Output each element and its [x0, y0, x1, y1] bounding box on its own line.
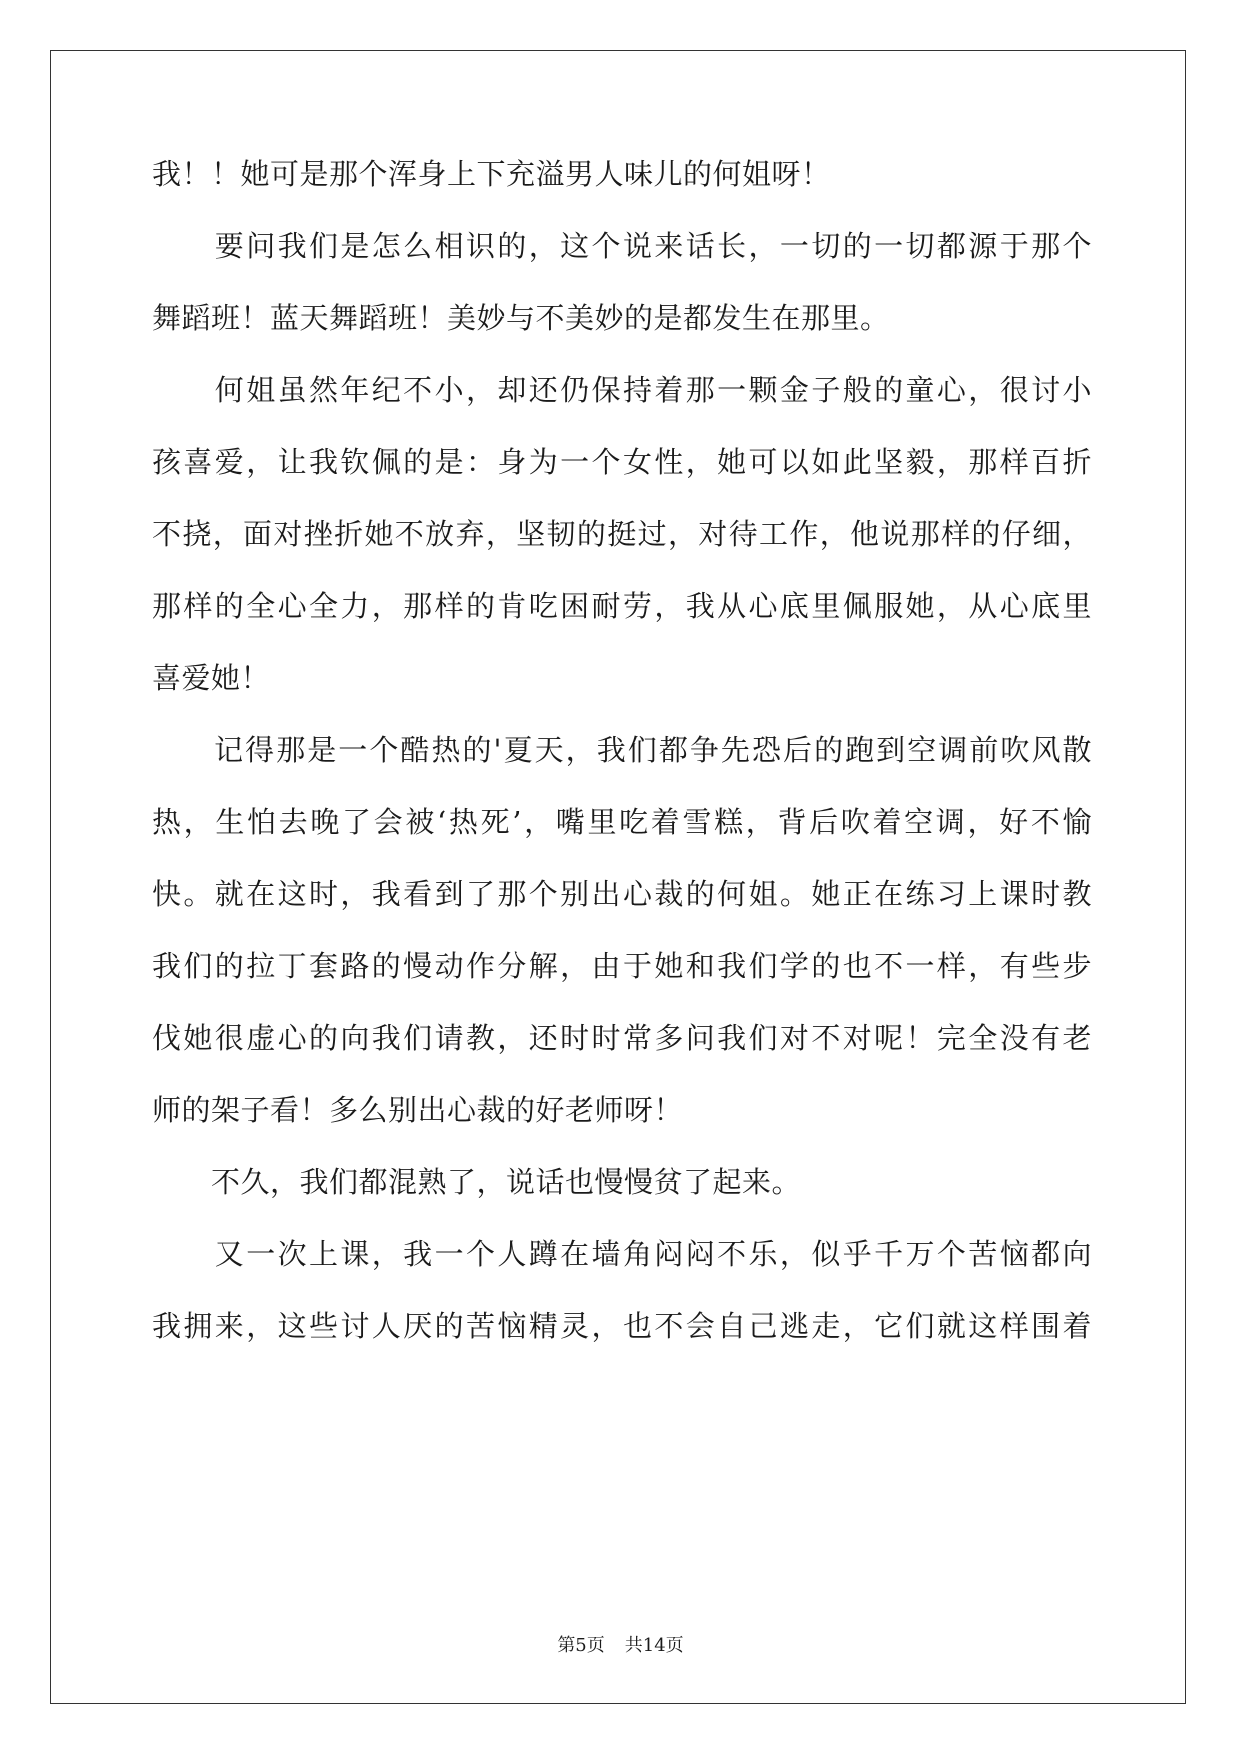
page-total: 共14页: [624, 1635, 684, 1656]
text-line: 舞蹈班！蓝天舞蹈班！美妙与不美妙的是都发生在那里。: [152, 301, 890, 335]
text-line: 孩喜爱，让我钦佩的是：身为一个女性，她可以如此坚毅，那样百折: [152, 445, 1092, 479]
text-line: 记得那是一个酷热的'夏天，我们都争先恐后的跑到空调前吹风散: [152, 733, 1092, 767]
text-line: 快。就在这时，我看到了那个别出心裁的何姐。她正在练习上课时教: [152, 877, 1092, 911]
text-line: 又一次上课，我一个人蹲在墙角闷闷不乐，似乎千万个苦恼都向: [152, 1237, 1092, 1271]
text-line: 伐她很虚心的向我们请教，还时时常多问我们对不对呢！完全没有老: [152, 1021, 1092, 1055]
text-line: 不挠，面对挫折她不放弃，坚韧的挺过，对待工作，他说那样的仔细，: [152, 517, 1092, 551]
text-line: 我拥来，这些讨人厌的苦恼精灵，也不会自己逃走，它们就这样围着: [152, 1309, 1092, 1343]
text-line: 热，生怕去晚了会被‘热死’，嘴里吃着雪糕，背后吹着空调，好不愉: [152, 805, 1092, 839]
text-line: 何姐虽然年纪不小，却还仍保持着那一颗金子般的童心，很讨小: [152, 373, 1092, 407]
text-line: 那样的全心全力，那样的肯吃困耐劳，我从心底里佩服她，从心底里: [152, 589, 1092, 623]
text-line: 要问我们是怎么相识的，这个说来话长，一切的一切都源于那个: [152, 229, 1092, 263]
text-line: 我！！她可是那个浑身上下充溢男人味儿的何姐呀！: [152, 157, 831, 191]
text-line: 师的架子看！多么别出心裁的好老师呀！: [152, 1093, 684, 1127]
page-footer: [0, 1634, 1241, 1658]
text-line: 不久，我们都混熟了，说话也慢慢贫了起来。: [152, 1165, 802, 1199]
text-line: 我们的拉丁套路的慢动作分解，由于她和我们学的也不一样，有些步: [152, 949, 1092, 983]
page-number: 第5页: [557, 1635, 605, 1656]
text-line: 喜爱她！: [152, 661, 271, 695]
